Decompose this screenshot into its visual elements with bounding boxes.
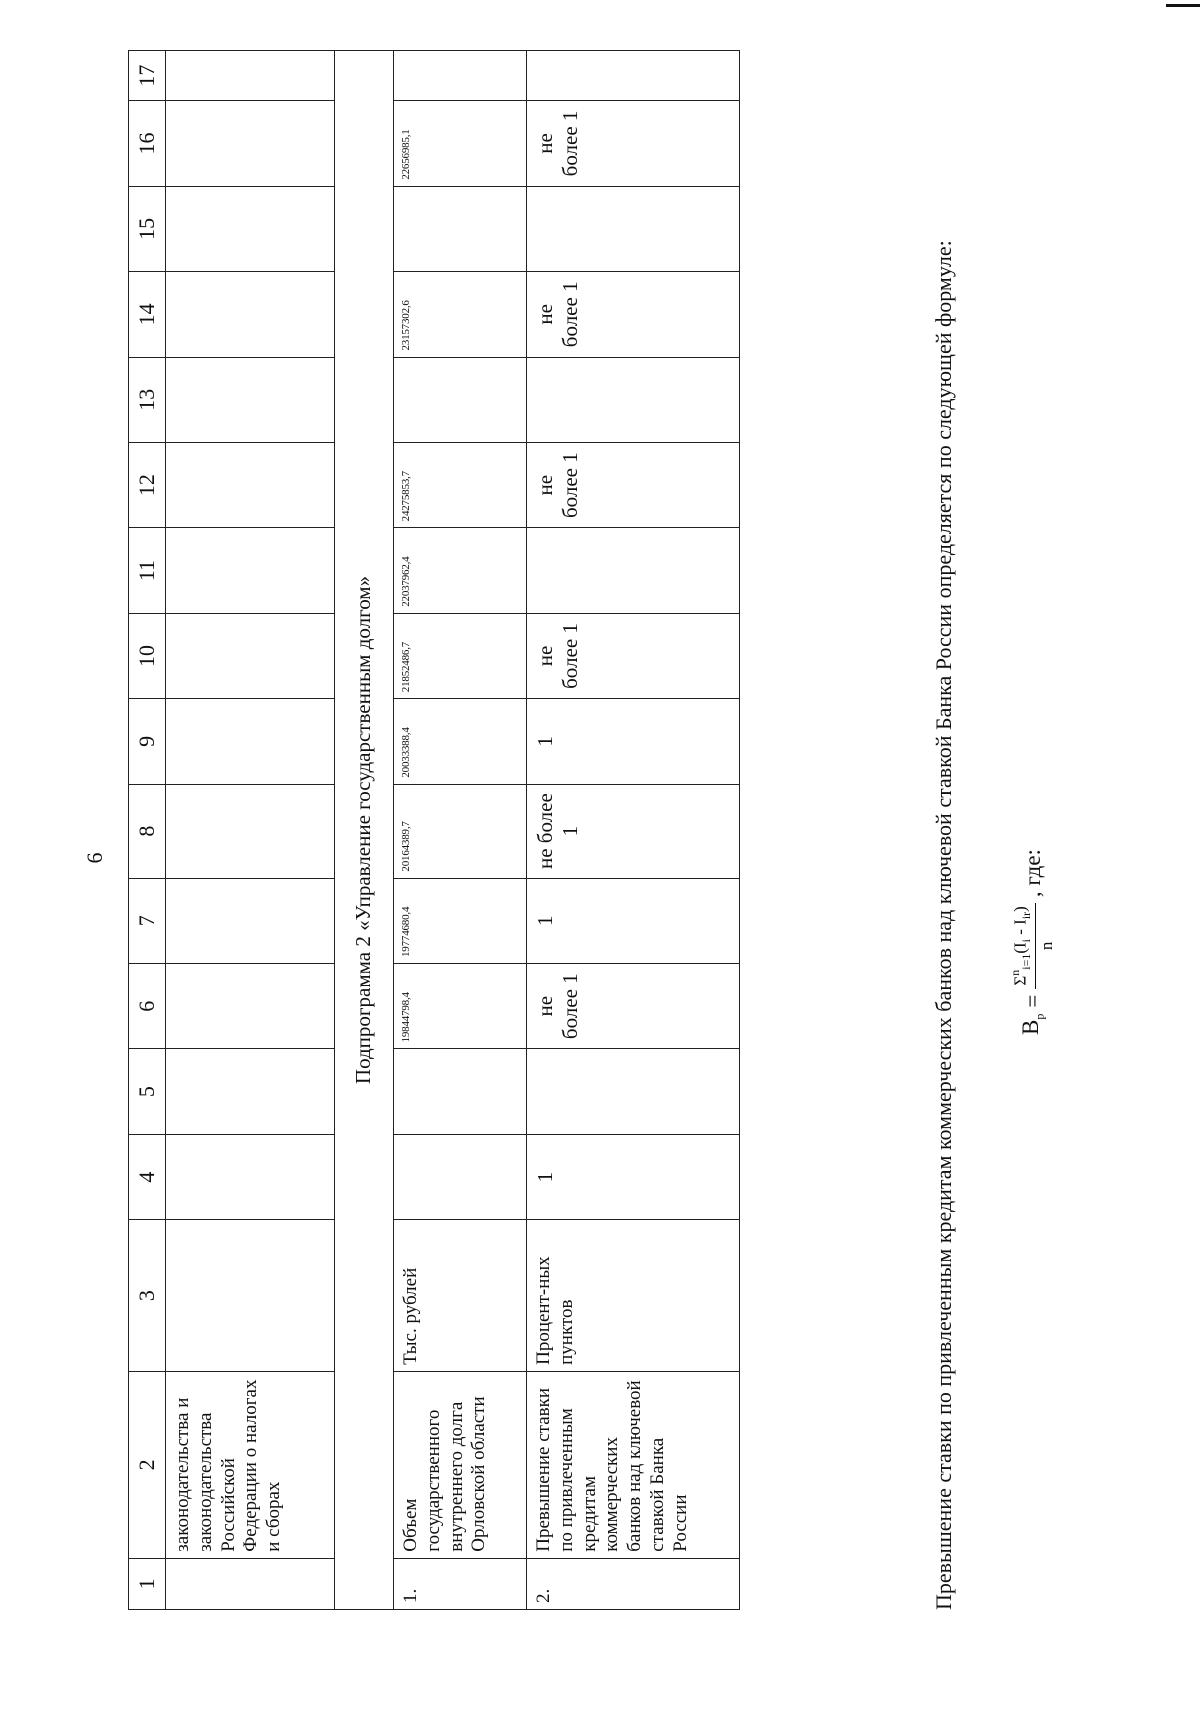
value-cell: 24275853,7 [394,442,527,527]
header-cell: 12 [129,442,166,527]
indicators-table [128,50,740,1610]
header-cell: 17 [129,51,166,101]
formula-paragraph: Превышение ставки по привлеченным кредитам коммерческих банков над ключевой ставкой Банка России определяется по следующей формуле: [931,240,956,1610]
table-cell [166,784,335,878]
table-cell [166,51,335,101]
corner-mark [1166,4,1200,7]
header-cell: 8 [129,784,166,878]
header-cell: 1 [129,1558,166,1609]
table-cell [166,964,335,1049]
header-cell: 3 [129,1220,166,1372]
table-cell [166,613,335,698]
subprogram-row [335,51,394,1610]
header-cell: 13 [129,357,166,442]
table-cell [166,1134,335,1219]
table-cell [166,272,335,357]
header-cell: 7 [129,878,166,963]
value-cell [527,528,740,613]
table-cell [166,186,335,271]
value-cell: не более 1 [527,964,740,1049]
formula-denominator: n [1037,941,1057,951]
header-cell: 6 [129,964,166,1049]
value-cell: не более 1 [527,101,740,186]
table-cell [166,357,335,442]
continued-text: законодательства и законодательства Российской Федерации о налогах и сборах [166,1371,335,1558]
unit: Тыс. рублей [394,1220,527,1372]
value-cell: 19774680,4 [394,878,527,963]
value-cell: 1 [527,1134,740,1219]
value-cell [394,1134,527,1219]
header-cell: 10 [129,613,166,698]
rotated-page [128,50,1128,1610]
header-cell: 15 [129,186,166,271]
header-row [129,51,166,1610]
table-cell [166,101,335,186]
header-cell: 5 [129,1049,166,1134]
header-cell: 16 [129,101,166,186]
value-cell: 20164389,7 [394,784,527,878]
table-cell [166,1558,335,1609]
header-cell: 14 [129,272,166,357]
table-cell [166,442,335,527]
row-number: 1. [394,1558,527,1609]
value-cell [527,1049,740,1134]
header-cell: 2 [129,1371,166,1558]
table-row [394,51,527,1610]
value-cell: 1 [527,878,740,963]
value-cell [527,51,740,101]
table-cell [166,1049,335,1134]
value-cell: не более 1 [527,272,740,357]
header-cell: 11 [129,528,166,613]
value-cell [394,1049,527,1134]
table-cell [166,528,335,613]
body-text [928,50,960,1610]
value-cell: не более 1 [527,613,740,698]
formula-equals: = [1019,994,1045,1008]
table-cell [166,1220,335,1372]
value-cell: 21852486,7 [394,613,527,698]
formula-lhs: $В_р$ [1017,1013,1047,1035]
formula [1008,849,1057,1035]
value-cell [394,51,527,101]
formula-numerator: $\Sigma^n_{i=1}(I_i - I_{ir})$ [1008,903,1036,989]
value-cell: 19844798,4 [394,964,527,1049]
subprogram-title: Подпрограмма 2 «Управление государственным долгом» [335,51,394,1610]
unit: Процент-ных пунктов [527,1220,740,1372]
value-cell: 20033388,4 [394,699,527,784]
formula-fraction [1008,903,1057,989]
row-number: 2. [527,1558,740,1609]
value-cell: 22037962,4 [394,528,527,613]
value-cell: 22656985,1 [394,101,527,186]
value-cell [394,186,527,271]
value-cell: 23157302,6 [394,272,527,357]
table-row-continued [166,51,335,1610]
header-cell: 9 [129,699,166,784]
indicator-name: Превышение ставки по привлеченным кредитам коммерческих банков над ключевой ставкой Банка России [527,1371,740,1558]
value-cell: не более 1 [527,784,740,878]
table-cell [166,878,335,963]
value-cell [527,357,740,442]
value-cell: 1 [527,699,740,784]
page-number: 6 [82,852,107,864]
indicator-name: Объем государственного внутреннего долга Орловской области [394,1371,527,1558]
header-cell: 4 [129,1134,166,1219]
value-cell [394,357,527,442]
value-cell: не более 1 [527,442,740,527]
table-row [527,51,740,1610]
value-cell [527,186,740,271]
formula-tail: , где: [1019,849,1045,898]
table-cell [166,699,335,784]
